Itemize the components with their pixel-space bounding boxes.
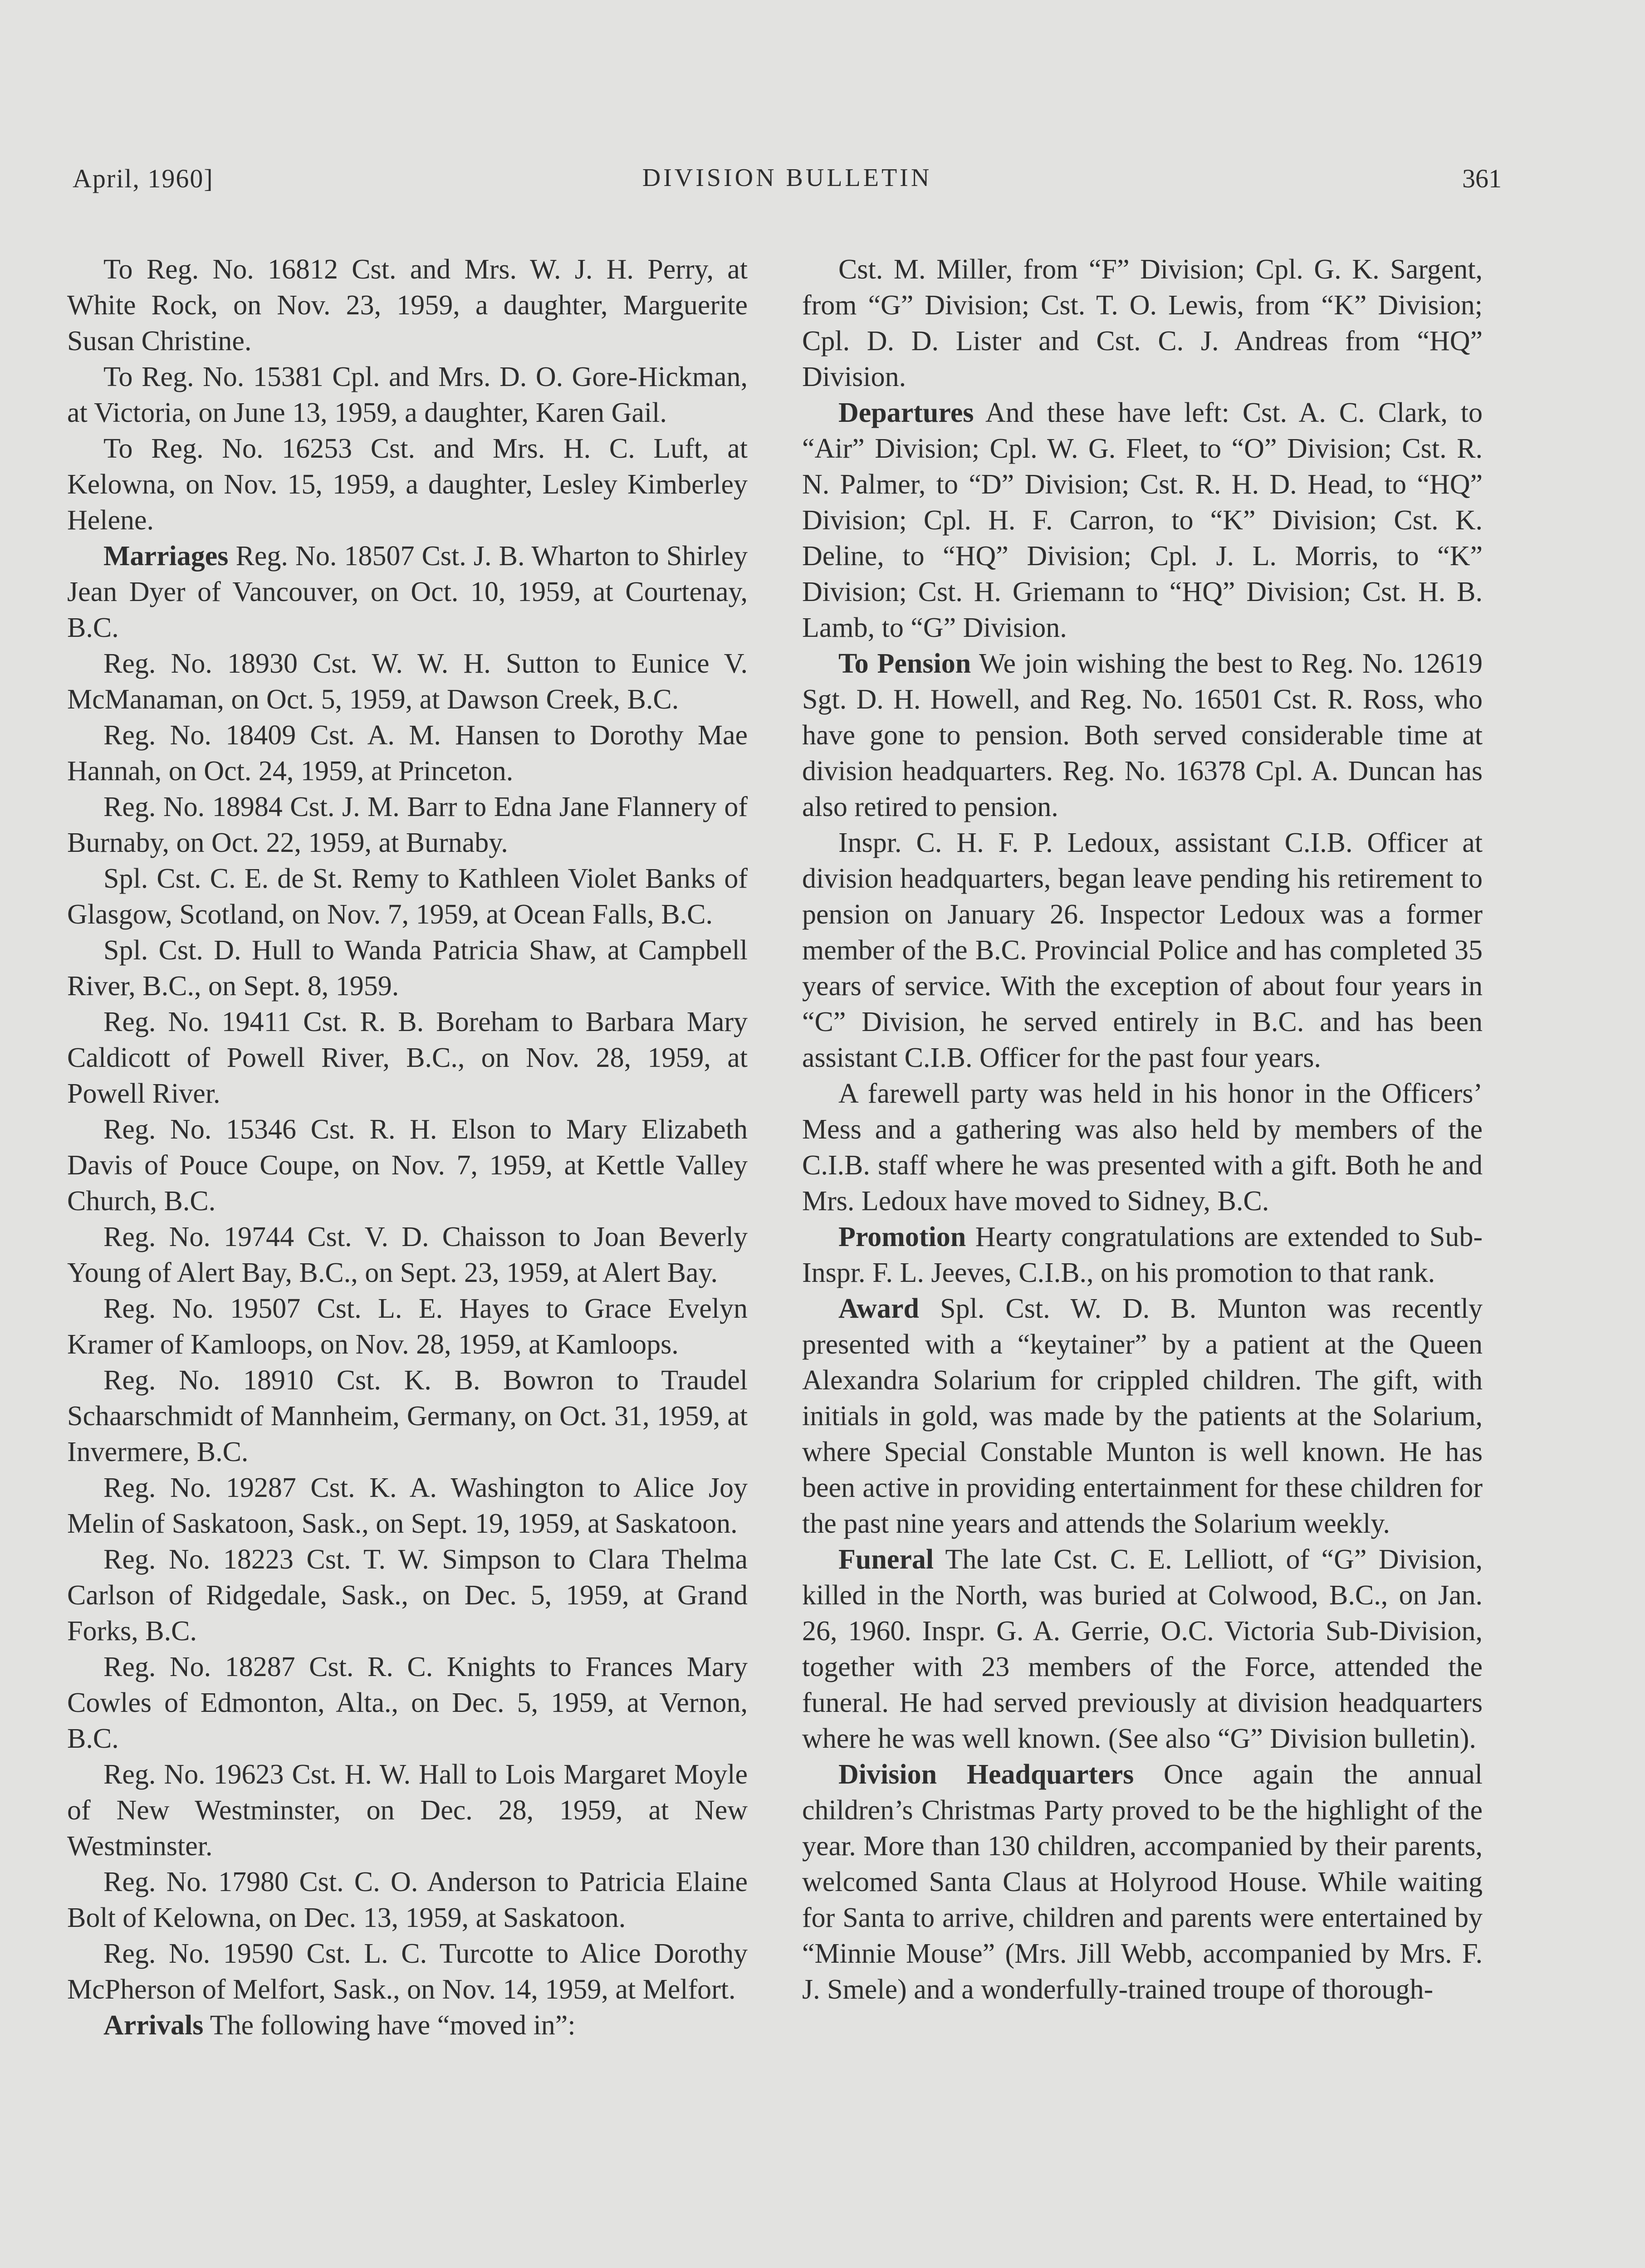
paragraph-text: Reg. No. 15346 Cst. R. H. Elson to Mary Elizabeth Davis of Pouce Coupe, on Nov. 7, 1959, at Kettle Valley Church, B.C. [67, 1114, 748, 1217]
paragraph [67, 1936, 748, 2008]
paragraph-text: Reg. No. 19507 Cst. L. E. Hayes to Grace Evelyn Kramer of Kamloops, on Nov. 28, 1959, at Kamloops. [67, 1293, 748, 1360]
paragraph-text: Cst. M. Miller, from “F” Division; Cpl. G. K. Sargent, from “G” Division; Cst. T. O. Lewis, from “K” Division; Cpl. D. D. Lister and Cst. C. J. Andreas from “HQ” Division. [802, 254, 1483, 392]
paragraph [802, 1219, 1483, 1291]
section-lead: Departures [838, 397, 974, 428]
paragraph [67, 933, 748, 1004]
paragraph-text: We join wishing the best to Reg. No. 12619 Sgt. D. H. Howell, and Reg. No. 16501 Cst. R. Ross, who have gone to pension. Both served considerable time at division headquarters. Reg. No. 16378 Cpl. A. Duncan has also retired to pension. [802, 648, 1483, 822]
paragraph [802, 1542, 1483, 1757]
section-lead: To Pension [838, 648, 971, 679]
issue-date: April, 1960] [73, 164, 214, 193]
right-column [802, 252, 1483, 2008]
paragraph-text: Spl. Cst. D. Hull to Wanda Patricia Shaw, at Campbell River, B.C., on Sept. 8, 1959. [67, 935, 748, 1002]
paragraph [67, 789, 748, 861]
paragraph-text: Reg. No. 18930 Cst. W. W. H. Sutton to Eunice V. McManaman, on Oct. 5, 1959, at Dawson Creek, B.C. [67, 648, 748, 715]
paragraph-text: Spl. Cst. W. D. B. Munton was recently presented with a “keytainer” by a patient at the Queen Alexandra Solarium for crippled children. The gift, with initials in gold, was made by the patients at the Solarium, where Special Constable Munton is well known. He has been active in providing entertainment for these children for the past nine years and attends the Solarium weekly. [802, 1293, 1483, 1539]
paragraph [67, 538, 748, 646]
paragraph [67, 1864, 748, 1936]
paragraph-text: Spl. Cst. C. E. de St. Remy to Kathleen Violet Banks of Glasgow, Scotland, on Nov. 7, 1959, at Ocean Falls, B.C. [67, 863, 748, 930]
paragraph-text: Reg. No. 19411 Cst. R. B. Boreham to Barbara Mary Caldicott of Powell River, B.C., on Nov. 28, 1959, at Powell River. [67, 1007, 748, 1109]
paragraph [67, 718, 748, 789]
paragraph [802, 1291, 1483, 1542]
paragraph-text: To Reg. No. 16253 Cst. and Mrs. H. C. Luft, at Kelowna, on Nov. 15, 1959, a daughter, Lesley Kimberley Helene. [67, 433, 748, 536]
paragraph-text: Inspr. C. H. F. P. Ledoux, assistant C.I.B. Officer at division headquarters, began leave pending his retirement to pension on January 26. Inspector Ledoux was a former member of the B.C. Provincial Police and has completed 35 years of service. With the exception of about four years in “C” Division, he served entirely in B.C. and has been assistant C.I.B. Officer for the past four years. [802, 827, 1483, 1073]
paragraph-text: Reg. No. 19623 Cst. H. W. Hall to Lois Margaret Moyle of New Westminster, on Dec. 28, 1959, at New Westminster. [67, 1759, 748, 1862]
paragraph [67, 861, 748, 933]
paragraph-text: A farewell party was held in his honor in the Officers’ Mess and a gathering was also held by members of the C.I.B. staff where he was presented with a gift. Both he and Mrs. Ledoux have moved to Sidney, B.C. [802, 1078, 1483, 1217]
section-lead: Division Headquarters [838, 1759, 1134, 1790]
paragraph [67, 1542, 748, 1649]
paragraph-text: Reg. No. 17980 Cst. C. O. Anderson to Patricia Elaine Bolt of Kelowna, on Dec. 13, 1959, at Saskatoon. [67, 1867, 748, 1933]
section-lead: Marriages [103, 541, 229, 572]
paragraph [67, 1757, 748, 1864]
page-number: 361 [1462, 164, 1502, 193]
paragraph-text: Once again the annual children’s Christmas Party proved to be the highlight of the year. More than 130 children, accompanied by their parents, welcomed Santa Claus at Holyrood House. While waiting for Santa to arrive, children and parents were entertained by “Minnie Mouse” (Mrs. Jill Webb, accompanied by Mrs. F. J. Smele) and a wonderfully-trained troupe of thorough- [802, 1759, 1483, 2005]
paragraph-text: The following have “moved in”: [210, 2010, 576, 2041]
paragraph [67, 431, 748, 538]
paragraph-text: Reg. No. 18409 Cst. A. M. Hansen to Dorothy Mae Hannah, on Oct. 24, 1959, at Princeton. [67, 720, 748, 787]
paragraph [802, 1757, 1483, 2008]
paragraph [67, 1112, 748, 1219]
paragraph [67, 1363, 748, 1470]
paragraph [67, 1004, 748, 1112]
section-lead: Promotion [838, 1222, 966, 1252]
paragraph [67, 646, 748, 718]
paragraph-text: To Reg. No. 16812 Cst. and Mrs. W. J. H. Perry, at White Rock, on Nov. 23, 1959, a daughter, Marguerite Susan Christine. [67, 254, 748, 357]
paragraph-text: Reg. No. 19744 Cst. V. D. Chaisson to Joan Beverly Young of Alert Bay, B.C., on Sept. 23, 1959, at Alert Bay. [67, 1222, 748, 1288]
paragraph [802, 646, 1483, 825]
paragraph-text: And these have left: Cst. A. C. Clark, to “Air” Division; Cpl. W. G. Fleet, to “O” Division; Cst. R. N. Palmer, to “D” Division; Cst. R. H. D. Head, to “HQ” Division; Cpl. H. F. Carron, to “K” Division; Cst. K. Deline, to “HQ” Division; Cpl. J. L. Morris, to “K” Division; Cst. H. Griemann to “HQ” Division; Cst. H. B. Lamb, to “G” Division. [802, 397, 1483, 643]
section-lead: Funeral [838, 1544, 934, 1575]
paragraph-text: Reg. No. 18287 Cst. R. C. Knights to Frances Mary Cowles of Edmonton, Alta., on Dec. 5, 1959, at Vernon, B.C. [67, 1652, 748, 1754]
paragraph-text: Reg. No. 18910 Cst. K. B. Bowron to Traudel Schaarschmidt of Mannheim, Germany, on Oct. 31, 1959, at Invermere, B.C. [67, 1365, 748, 1467]
paragraph [67, 1219, 748, 1291]
paragraph-text: Reg. No. 18223 Cst. T. W. Simpson to Clara Thelma Carlson of Ridgedale, Sask., on Dec. 5, 1959, at Grand Forks, B.C. [67, 1544, 748, 1647]
paragraph-text: Reg. No. 18984 Cst. J. M. Barr to Edna Jane Flannery of Burnaby, on Oct. 22, 1959, at Burnaby. [67, 792, 748, 858]
paragraph [67, 252, 748, 359]
section-lead: Award [838, 1293, 919, 1324]
publication-title: DIVISION BULLETIN [642, 164, 932, 192]
paragraph-text: Reg. No. 19287 Cst. K. A. Washington to Alice Joy Melin of Saskatoon, Sask., on Sept. 19, 1959, at Saskatoon. [67, 1472, 748, 1539]
paragraph-text: Reg. No. 19590 Cst. L. C. Turcotte to Alice Dorothy McPherson of Melfort, Sask., on Nov. 14, 1959, at Melfort. [67, 1938, 748, 2005]
paragraph [802, 825, 1483, 1076]
paragraph-text: The late Cst. C. E. Lelliott, of “G” Division, killed in the North, was buried at Colwood, B.C., on Jan. 26, 1960. Inspr. G. A. Gerrie, O.C. Victoria Sub-Division, together with 23 members of the Force, attended the funeral. He had served previously at division headquarters where he was well known. (See also “G” Division bulletin). [802, 1544, 1483, 1754]
section-lead: Arrivals [103, 2010, 204, 2041]
paragraph [67, 359, 748, 431]
paragraph [802, 395, 1483, 646]
paragraph-text: Hearty congratulations are extended to Sub-Inspr. F. L. Jeeves, C.I.B., on his promotion to that rank. [802, 1222, 1483, 1288]
paragraph [67, 2008, 748, 2043]
left-column [67, 252, 748, 2043]
paragraph [802, 252, 1483, 395]
paragraph [802, 1076, 1483, 1219]
paragraph [67, 1649, 748, 1757]
running-header [73, 163, 1502, 204]
paragraph-text: To Reg. No. 15381 Cpl. and Mrs. D. O. Gore-Hickman, at Victoria, on June 13, 1959, a daughter, Karen Gail. [67, 362, 748, 428]
paragraph-text: Reg. No. 18507 Cst. J. B. Wharton to Shirley Jean Dyer of Vancouver, on Oct. 10, 1959, at Courtenay, B.C. [67, 541, 748, 643]
paragraph [67, 1470, 748, 1542]
paragraph [67, 1291, 748, 1363]
